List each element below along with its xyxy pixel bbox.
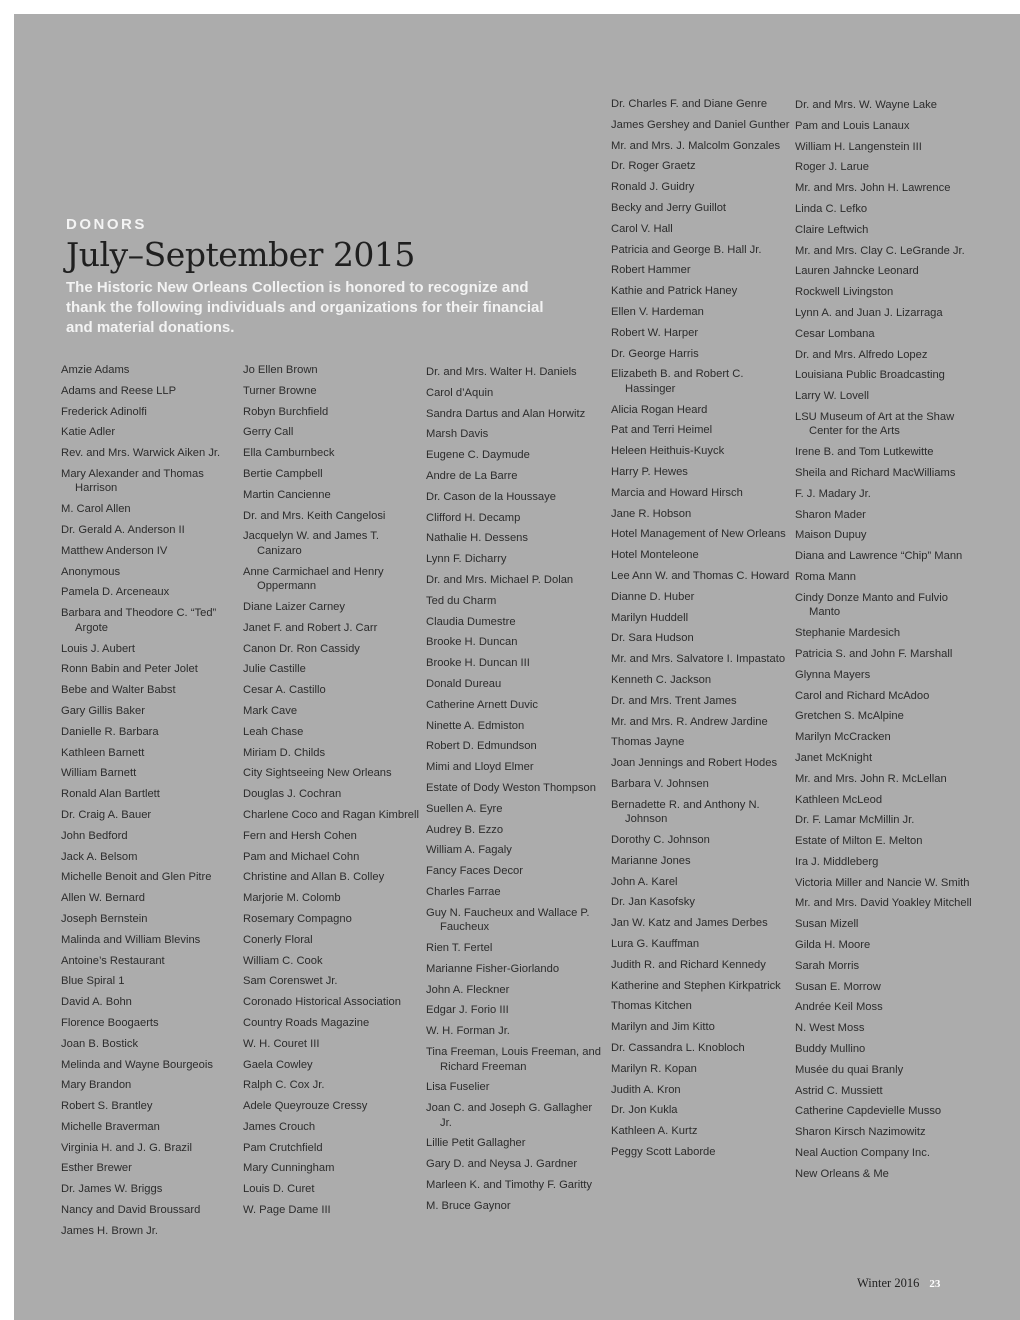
donor-name: Larry W. Lovell [795, 390, 869, 403]
donor-name: Buddy Mullino [795, 1043, 866, 1056]
donor-name: W. Page Dame III [243, 1204, 331, 1217]
donor-name: Dr. and Mrs. W. Wayne Lake [795, 99, 937, 111]
donor-name: William Barnett [61, 767, 137, 780]
donor-name: Glynna Mayers [795, 668, 871, 681]
donor-name: Jane R. Hobson [611, 507, 692, 520]
donor-name: Dr. and Mrs. Walter H. Daniels [426, 366, 577, 378]
donor-name: John Bedford [61, 829, 128, 842]
donor-name: Mr. and Mrs. John H. Lawrence [795, 182, 951, 195]
donor-name: Bernadette R. and Anthony N. Johnson [611, 798, 760, 826]
donor-name: Sharon Mader [795, 508, 866, 521]
donor-name: Allen W. Bernard [61, 892, 145, 905]
donor-name: Peggy Scott Laborde [611, 1146, 716, 1159]
donor-name: Janet McKnight [795, 751, 873, 764]
donor-name: David A. Bohn [61, 996, 132, 1009]
donor-name: Katie Adler [61, 426, 116, 439]
donor-name: Katherine and Stephen Kirkpatrick [611, 979, 781, 992]
donor-name: Gary Gillis Baker [61, 704, 145, 717]
donor-name: Mark Cave [243, 704, 298, 717]
donor-name: Robyn Burchfield [243, 405, 329, 418]
donor-name: Mr. and Mrs. J. Malcolm Gonzales [611, 139, 781, 152]
donor-name: Matthew Anderson IV [61, 544, 168, 557]
donor-name: Pam Crutchfield [243, 1141, 323, 1154]
donor-name: Patricia S. and John F. Marshall [795, 647, 953, 660]
donor-name: Bebe and Walter Babst [61, 684, 176, 697]
donor-name: Gretchen S. McAlpine [795, 710, 904, 723]
page-title: July–September 2015 [66, 235, 415, 274]
donor-name: Dr. Cassandra L. Knobloch [611, 1042, 745, 1055]
donor-name: Fern and Hersh Cohen [243, 829, 357, 842]
donor-name: Dr. James W. Briggs [61, 1183, 163, 1196]
donor-name: Susan Mizell [795, 918, 859, 931]
donor-name: Claire Leftwich [795, 223, 869, 236]
donor-name: Dr. George Harris [611, 347, 699, 360]
donor-name: James Crouch [243, 1120, 316, 1133]
donor-name: William H. Langenstein III [795, 140, 922, 153]
donor-name: Charlene Coco and Ragan Kimbrell [243, 808, 419, 821]
donor-name: Dr. Jon Kukla [611, 1104, 678, 1117]
donor-column-1 [61, 363, 241, 1245]
donor-name: Sharon Kirsch Nazimowitz [795, 1126, 926, 1139]
donor-name: Ronald J. Guidry [611, 181, 695, 194]
donor-name: Anne Carmichael and Henry Oppermann [243, 565, 384, 593]
donor-name: Clifford H. Decamp [426, 511, 521, 524]
donor-name: Melinda and Wayne Bourgeois [61, 1058, 213, 1071]
donor-name: Pam and Louis Lanaux [795, 119, 910, 132]
donor-name: Country Roads Magazine [243, 1016, 370, 1029]
donor-name: Robert W. Harper [611, 326, 699, 339]
donor-name: Dorothy C. Johnson [611, 834, 710, 847]
donor-name: Martin Cancienne [243, 488, 331, 501]
donor-column-5 [795, 98, 975, 1188]
donor-name: Adele Queyrouze Cressy [243, 1100, 368, 1113]
donor-name: Sandra Dartus and Alan Horwitz [426, 407, 586, 420]
donor-name: Ira J. Middleberg [795, 855, 879, 868]
donor-name: F. J. Madary Jr. [795, 487, 871, 500]
donor-name: Louisiana Public Broadcasting [795, 369, 945, 382]
donor-column-4 [611, 97, 791, 1166]
donor-name: Gilda H. Moore [795, 939, 871, 952]
donor-name: Joan B. Bostick [61, 1037, 139, 1050]
donor-name: Carol and Richard McAdoo [795, 689, 930, 702]
donor-name: John A. Karel [611, 875, 678, 888]
donor-name: Brooke H. Duncan [426, 636, 518, 649]
donor-name: Robert D. Edmundson [426, 740, 537, 753]
donor-name: Gaela Cowley [243, 1058, 313, 1071]
donor-name: Julie Castille [243, 663, 306, 676]
donor-name: Joan Jennings and Robert Hodes [611, 757, 778, 770]
donor-name: Thomas Jayne [611, 736, 685, 749]
donor-name: Cesar Lombana [795, 327, 875, 340]
donor-name: Danielle R. Barbara [61, 725, 159, 738]
donor-name: Mary Alexander and Thomas Harrison [61, 467, 204, 495]
donor-name: Dr. Gerald A. Anderson II [61, 524, 185, 537]
donor-name: Thomas Kitchen [611, 1000, 692, 1013]
donors-page [14, 14, 1020, 1320]
donor-name: Harry P. Hewes [611, 466, 688, 479]
donor-name: Jack A. Belsom [61, 850, 138, 863]
donor-name: Rien T. Fertel [426, 942, 493, 955]
donor-name: Neal Auction Company Inc. [795, 1147, 930, 1160]
donor-name: Barbara V. Johnsen [611, 778, 709, 790]
donor-name: Marilyn McCracken [795, 731, 891, 744]
donor-name: Dr. Cason de la Houssaye [426, 490, 556, 503]
donor-name: Edgar J. Forio III [426, 1004, 509, 1017]
donor-name: Roma Mann [795, 571, 856, 584]
donor-name: Lauren Jahncke Leonard [795, 265, 919, 278]
donor-name: Kathie and Patrick Haney [611, 285, 738, 298]
donor-name: Jan W. Katz and James Derbes [611, 917, 768, 930]
donor-name: Mr. and Mrs. John R. McLellan [795, 772, 947, 785]
donor-name: Anonymous [61, 565, 121, 578]
donor-name: Andrée Keil Moss [795, 1001, 883, 1014]
donor-name: Marsh Davis [426, 428, 489, 441]
donor-name: Bertie Campbell [243, 467, 323, 480]
donor-name: Dr. and Mrs. Michael P. Dolan [426, 573, 574, 586]
donor-name: Marleen K. and Timothy F. Garitty [426, 1178, 593, 1191]
donor-name: Ralph C. Cox Jr. [243, 1079, 325, 1092]
donor-name: Cesar A. Castillo [243, 684, 326, 697]
donor-name: Estate of Milton E. Melton [795, 835, 923, 848]
donor-name: Douglas J. Cochran [243, 788, 342, 801]
donor-name: Dr. and Mrs. Alfredo Lopez [795, 348, 928, 361]
donor-name: Ellen V. Hardeman [611, 305, 704, 318]
donor-name: Leah Chase [243, 725, 304, 738]
donor-name: Michelle Braverman [61, 1120, 160, 1133]
donor-name: Susan E. Morrow [795, 980, 881, 993]
donor-name: Miriam D. Childs [243, 746, 326, 759]
donor-name: Dr. and Mrs. Keith Cangelosi [243, 509, 386, 522]
donor-name: New Orleans & Me [795, 1167, 889, 1180]
donor-name: M. Bruce Gaynor [426, 1199, 511, 1212]
donor-name: Frederick Adinolfi [61, 405, 147, 418]
donor-name: Sarah Morris [795, 959, 860, 972]
donor-name: Jacquelyn W. and James T. Canizaro [243, 530, 379, 557]
donor-name: Ninette A. Edmiston [426, 719, 525, 732]
donor-name: Alicia Rogan Heard [611, 403, 708, 416]
donor-name: Marjorie M. Colomb [243, 892, 341, 905]
donor-name: Suellen A. Eyre [426, 802, 503, 815]
donor-name: Dr. F. Lamar McMillin Jr. [795, 814, 915, 827]
page-footer [857, 1276, 940, 1291]
donor-name: Becky and Jerry Guillot [611, 201, 727, 214]
donor-name: Roger J. Larue [795, 161, 870, 174]
donor-name: Astrid C. Mussiett [795, 1084, 883, 1097]
donor-name: Mr. and Mrs. Salvatore I. Impastato [611, 653, 786, 666]
donor-name: Canon Dr. Ron Cassidy [243, 642, 360, 655]
donor-name: Victoria Miller and Nancie W. Smith [795, 876, 970, 889]
donor-column-3 [426, 365, 606, 1220]
donor-name: Dr. Charles F. and Diane Genre [611, 98, 768, 110]
donor-name: Brooke H. Duncan III [426, 657, 530, 670]
donor-name: Janet F. and Robert J. Carr [243, 621, 378, 634]
donor-name: Kathleen Barnett [61, 746, 145, 759]
donor-name: Ted du Charm [426, 594, 497, 607]
donor-name: Guy N. Faucheux and Wallace P. Faucheux [426, 906, 590, 934]
donor-name: Lillie Petit Gallagher [426, 1137, 526, 1150]
donor-name: Fancy Faces Decor [426, 865, 523, 878]
donor-name: Michelle Benoit and Glen Pitre [61, 871, 212, 884]
donor-name: Marilyn Huddell [611, 611, 689, 624]
donor-name: Adams and Reese LLP [61, 384, 177, 397]
donor-name: Barbara and Theodore C. “Ted” Argote [61, 607, 217, 634]
donor-name: Marilyn and Jim Kitto [611, 1021, 715, 1034]
donor-name: Blue Spiral 1 [61, 975, 125, 988]
donor-name: Robert S. Brantley [61, 1100, 153, 1113]
donor-name: M. Carol Allen [61, 503, 131, 516]
donor-name: Gerry Call [243, 426, 294, 439]
donor-name: Louis J. Aubert [61, 642, 136, 655]
page-number: 23 [929, 1278, 941, 1290]
donor-name: Kathleen McLeod [795, 793, 883, 806]
donor-name: City Sightseeing New Orleans [243, 767, 392, 780]
donor-name: Joan C. and Joseph G. Gallagher Jr. [426, 1102, 593, 1129]
donor-name: John A. Fleckner [426, 983, 510, 996]
donor-name: Stephanie Mardesich [795, 627, 901, 640]
donor-name: Dr. and Mrs. Trent James [611, 694, 737, 707]
donor-name: Marcia and Howard Hirsch [611, 486, 743, 499]
donor-name: LSU Museum of Art at the Shaw Center for the Arts [795, 410, 955, 438]
donor-name: Andre de La Barre [426, 469, 518, 482]
donor-name: Heleen Heithuis-Kuyck [611, 445, 725, 458]
donor-name: Mr. and Mrs. R. Andrew Jardine [611, 715, 768, 728]
donor-name: N. West Moss [795, 1022, 865, 1035]
donor-name: Marilyn R. Kopan [611, 1062, 697, 1075]
section-kicker: DONORS [66, 216, 147, 233]
donor-name: Diane Laizer Carney [243, 600, 345, 613]
donor-column-2 [243, 363, 423, 1224]
donor-name: Elizabeth B. and Robert C. Hassinger [611, 368, 744, 395]
donor-name: Hotel Monteleone [611, 549, 699, 562]
donor-name: Marianne Jones [611, 854, 691, 867]
donor-name: William C. Cook [243, 954, 323, 967]
donor-name: Rosemary Compagno [243, 912, 352, 925]
donor-name: Amzie Adams [61, 364, 130, 376]
donor-name: Linda C. Lefko [795, 202, 868, 215]
donor-name: Cindy Donze Manto and Fulvio Manto [795, 591, 948, 619]
donor-name: Virginia H. and J. G. Brazil [61, 1141, 192, 1154]
donor-name: Dr. Jan Kasofsky [611, 896, 695, 909]
donor-name: Robert Hammer [611, 264, 691, 277]
donor-name: Musée du quai Branly [795, 1063, 904, 1076]
donor-name: Lynn F. Dicharry [426, 553, 507, 566]
donor-name: Eugene C. Daymude [426, 449, 530, 462]
donor-name: Nancy and David Broussard [61, 1204, 201, 1217]
donor-name: Sam Corenswet Jr. [243, 975, 338, 988]
donor-name: Maison Dupuy [795, 529, 867, 542]
donor-name: Sheila and Richard MacWilliams [795, 467, 956, 480]
donor-name: W. H. Couret III [243, 1037, 320, 1050]
donor-name: Mr. and Mrs. Clay C. LeGrande Jr. [795, 244, 965, 257]
donor-name: Lura G. Kauffman [611, 938, 700, 951]
donor-name: Ronn Babin and Peter Jolet [61, 663, 198, 676]
donor-name: Pam and Michael Cohn [243, 850, 360, 863]
donor-name: Lisa Fuselier [426, 1081, 490, 1094]
donor-name: Esther Brewer [61, 1162, 132, 1175]
donor-name: Irene B. and Tom Lutkewitte [795, 446, 934, 459]
issue-label: Winter 2016 [857, 1276, 920, 1290]
donor-name: Coronado Historical Association [243, 996, 401, 1009]
donor-name: Marianne Fisher-Giorlando [426, 962, 560, 975]
donor-name: Nathalie H. Dessens [426, 532, 528, 545]
donor-name: Mr. and Mrs. David Yoakley Mitchell [795, 897, 972, 910]
donors-header [66, 216, 566, 338]
donor-name: Patricia and George B. Hall Jr. [611, 243, 762, 256]
donor-name: Ella Camburnbeck [243, 447, 335, 460]
donor-name: Donald Dureau [426, 677, 502, 690]
donor-name: Judith R. and Richard Kennedy [611, 958, 766, 971]
donor-name: Catherine Capdevielle Musso [795, 1105, 942, 1118]
donor-name: Mary Brandon [61, 1079, 132, 1092]
donor-name: Turner Browne [243, 384, 317, 397]
donor-name: Tina Freeman, Louis Freeman, and Richard Freeman [426, 1046, 601, 1073]
intro-text: The Historic New Orleans Collection is honored to recognize and thank the following individuals and organizations for their financial and material donations. [66, 279, 544, 336]
donor-name: Louis D. Curet [243, 1183, 315, 1196]
donor-name: Diana and Lawrence “Chip” Mann [795, 550, 963, 563]
donor-name: Malinda and William Blevins [61, 933, 201, 946]
donor-name: Rev. and Mrs. Warwick Aiken Jr. [61, 447, 221, 460]
donor-name: Conerly Floral [243, 933, 313, 946]
donor-name: Ronald Alan Bartlett [61, 788, 160, 801]
donor-name: Kenneth C. Jackson [611, 674, 712, 687]
donor-name: Dr. Craig A. Bauer [61, 808, 152, 821]
donor-name: James Gershey and Daniel Gunther [611, 118, 790, 131]
donor-name: Joseph Bernstein [61, 912, 148, 925]
donor-name: Rockwell Livingston [795, 286, 894, 299]
donor-name: Dr. Roger Graetz [611, 160, 696, 173]
donor-name: William A. Fagaly [426, 844, 512, 857]
donor-name: Carol d’Aquin [426, 386, 494, 399]
donor-name: Dianne D. Huber [611, 590, 695, 603]
donor-name: Estate of Dody Weston Thompson [426, 781, 596, 794]
donor-name: Mimi and Lloyd Elmer [426, 761, 534, 774]
donor-name: Mary Cunningham [243, 1162, 335, 1175]
donor-name: Pamela D. Arceneaux [61, 586, 170, 599]
donor-name: Dr. Sara Hudson [611, 632, 694, 645]
donor-name: Pat and Terri Heimel [611, 424, 713, 437]
donor-name: Carol V. Hall [611, 222, 673, 235]
donor-name: Antoine’s Restaurant [61, 954, 165, 967]
donor-name: Jo Ellen Brown [243, 364, 318, 376]
donor-name: Christine and Allan B. Colley [243, 871, 385, 884]
donor-name: Catherine Arnett Duvic [426, 698, 538, 711]
donor-name: Hotel Management of New Orleans [611, 528, 786, 541]
donor-name: Audrey B. Ezzo [426, 823, 504, 836]
donor-name: Florence Boogaerts [61, 1016, 159, 1029]
donor-name: Lee Ann W. and Thomas C. Howard [611, 570, 790, 583]
donor-name: Gary D. and Neysa J. Gardner [426, 1158, 578, 1171]
donor-name: Claudia Dumestre [426, 615, 516, 628]
donor-name: Charles Farrae [426, 885, 501, 898]
donor-name: James H. Brown Jr. [61, 1224, 158, 1237]
donor-name: Judith A. Kron [611, 1083, 681, 1096]
donor-name: Lynn A. and Juan J. Lizarraga [795, 306, 943, 319]
donor-name: Kathleen A. Kurtz [611, 1125, 698, 1138]
donor-name: W. H. Forman Jr. [426, 1025, 510, 1038]
